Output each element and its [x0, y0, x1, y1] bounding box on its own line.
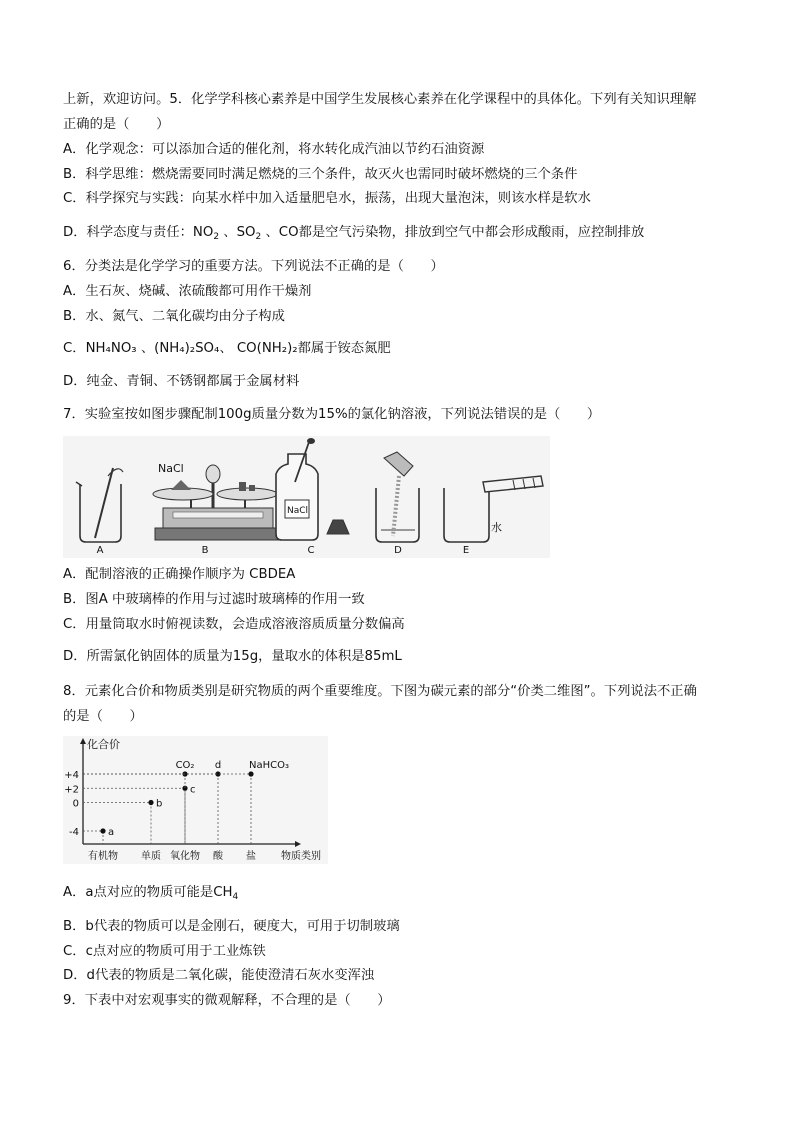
q9-stem: 9．下表中对宏观事实的微观解释，不合理的是（ ） [63, 993, 391, 1008]
q5-option-b: B．科学思维：燃烧需要同时满足燃烧的三个条件，故灭火也需同时破坏燃烧的三个条件 [63, 167, 578, 182]
formula-ch4-sub: 4 [232, 892, 239, 902]
q5-d-sep1: 、 [219, 225, 237, 240]
x-tick-label: 有机物 [88, 851, 118, 862]
y-tick-label: +2 [64, 784, 79, 796]
y-tick-label: +4 [64, 770, 79, 781]
x-axis-label: 物质类别 [281, 851, 321, 862]
step-label-b: B [201, 545, 209, 556]
q7-option-c: C．用量筒取水时俯视读数，会造成溶液溶质质量分数偏高 [63, 617, 405, 632]
data-label: a [108, 827, 115, 838]
q7-option-b: B．图A 中玻璃棒的作用与过滤时玻璃棒的作用一致 [63, 592, 365, 607]
formula-no2-sub: 2 [213, 232, 220, 242]
data-point [100, 828, 105, 833]
q7-figure [63, 436, 550, 558]
q5-d-sep2: 、 [261, 225, 279, 240]
q5-stem-line2: 正确的是（ ） [63, 117, 170, 132]
formula-so2: SO [236, 225, 256, 240]
q8-stem-line2: 的是（ ） [63, 709, 143, 724]
data-point [248, 771, 253, 776]
x-tick-label: 盐 [246, 851, 256, 862]
figure-water-label: 水 [491, 521, 502, 534]
formula-co: CO [278, 225, 299, 240]
valence-class-chart [63, 736, 328, 864]
q8-option-a [63, 884, 238, 906]
q8-option-b: B．b代表的物质可以是金刚石，硬度大，可用于切制玻璃 [63, 919, 400, 934]
data-label: b [156, 798, 163, 810]
q8-a-prefix: A．a点对应的物质可能是 [63, 885, 214, 900]
q6-stem: 6．分类法是化学学习的重要方法。下列说法不正确的是（ ） [63, 259, 444, 274]
q5-d-suffix: 都是空气污染物，排放到空气中都会形成酸雨，应控制排放 [298, 225, 645, 240]
x-tick-label: 氧化物 [170, 851, 200, 862]
q8-option-c: C．c点对应的物质可用于工业炼铁 [63, 944, 266, 959]
q7-option-a: A．配制溶液的正确操作顺序为 CBDEA [63, 567, 296, 582]
q5-option-a: A．化学观念：可以添加合适的催化剂，将水转化成汽油以节约石油资源 [63, 142, 485, 157]
y-tick-label: -4 [69, 827, 79, 838]
step-label-d: D [394, 545, 402, 556]
step-label-c: C [307, 545, 315, 556]
q6-c-formulas: NH₄NO₃ 、(NH₄)₂SO₄、 CO(NH₂)₂ [85, 341, 298, 356]
x-tick-label: 单质 [141, 851, 161, 862]
step-label-a: A [96, 545, 104, 556]
q6-option-c [63, 340, 391, 358]
q5-stem-line1: 上新，欢迎访问。5．化学学科核心素养是中国学生发展核心素养在化学课程中的具体化。下列有关知识理解 [63, 92, 697, 107]
q7-stem: 7．实验室按如图步骤配制100g质量分数为15%的氯化钠溶液，下列说法错误的是（ ） [63, 407, 601, 422]
q6-c-suffix: 都属于铵态氮肥 [297, 341, 391, 356]
formula-no2: NO [192, 225, 214, 240]
q7-option-d: D．所需氯化钠固体的质量为15g，量取水的体积是85mL [63, 649, 402, 664]
data-label: c [190, 784, 196, 796]
y-axis-label: 化合价 [87, 738, 120, 751]
q5-option-d [63, 224, 644, 246]
q5-d-prefix: D．科学态度与责任： [63, 225, 193, 240]
figure-nacl-label-1: NaCl [158, 462, 184, 475]
data-label: CO₂ [175, 760, 195, 771]
q8-option-d: D．d代表的物质是二氧化碳，能使澄清石灰水变浑浊 [63, 968, 375, 983]
data-point [148, 800, 153, 805]
q8-stem-line1: 8．元素化合价和物质类别是研究物质的两个重要维度。下图为碳元素的部分“价类二维图”。下列说法不正确 [63, 684, 697, 699]
q6-c-prefix: C． [63, 341, 86, 356]
q6-option-b: B．水、氮气、二氧化碳均由分子构成 [63, 309, 285, 324]
step-label-e: E [462, 545, 470, 556]
q5-option-c: C．科学探究与实践：向某水样中加入适量肥皂水，振荡，出现大量泡沫，则该水样是软水 [63, 191, 591, 206]
figure-nacl-label-2: NaCl [287, 506, 309, 516]
q6-option-d: D．纯金、青铜、不锈钢都属于金属材料 [63, 374, 300, 389]
formula-so2-sub: 2 [255, 232, 262, 242]
y-tick-label: 0 [72, 798, 79, 810]
x-tick-label: 酸 [213, 851, 223, 862]
data-label: d [214, 760, 222, 771]
formula-ch4: CH [213, 885, 233, 900]
data-label: NaHCO₃ [249, 760, 289, 771]
q6-option-a: A．生石灰、烧碱、浓硫酸都可用作干燥剂 [63, 284, 312, 299]
